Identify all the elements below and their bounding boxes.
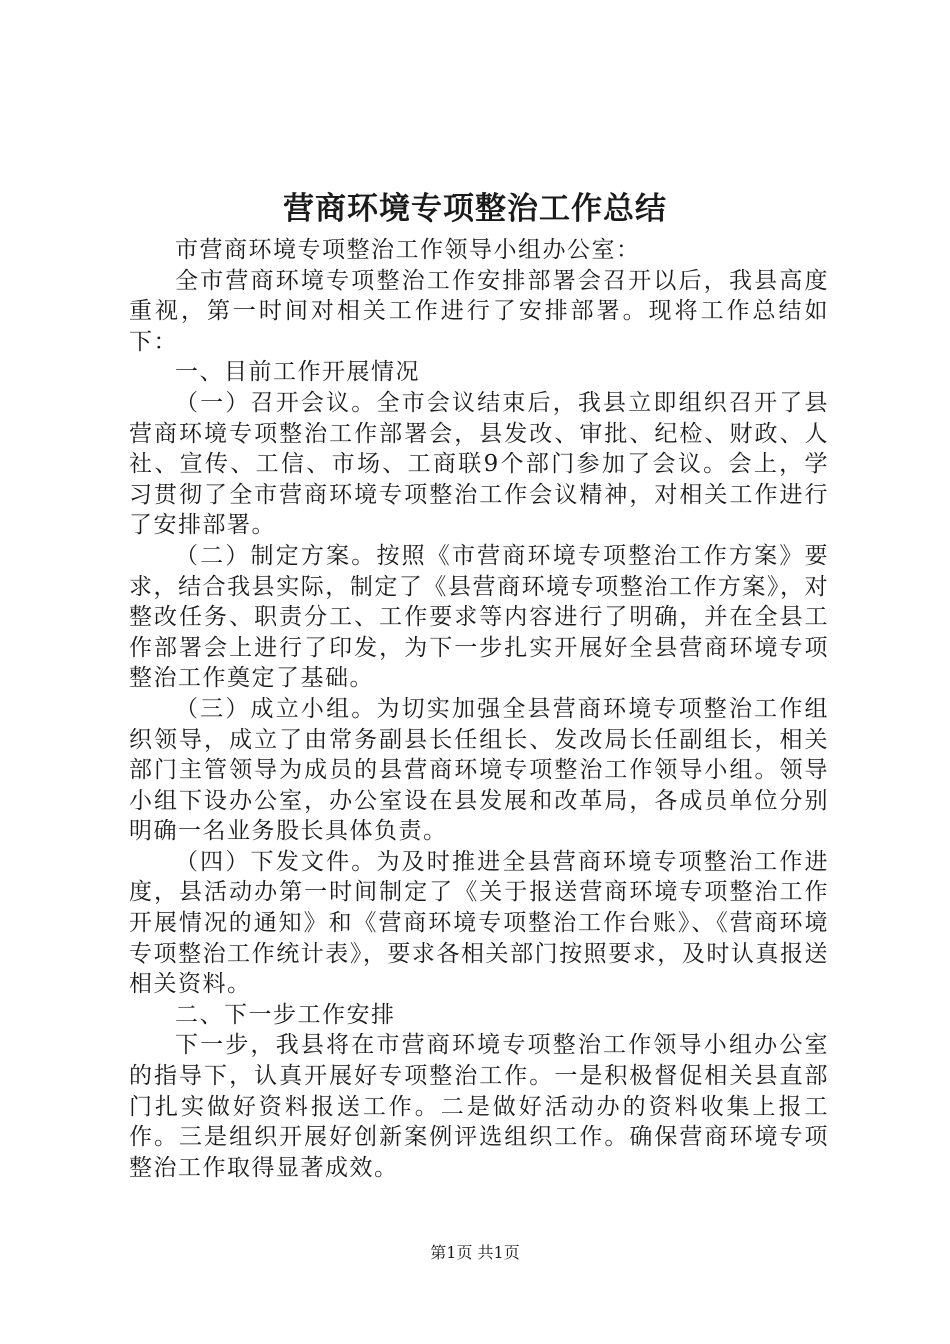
page-footer: 第1页 共1页 bbox=[430, 1243, 520, 1262]
paragraph-group: （三）成立小组。为切实加强全县营商环境专项整治工作组织领导，成立了由常务副县长任组长、发改局长任副组长，相关部门主管领导为成员的县营商环境专项整治工作领导小组。领导小组下设办公室，办公室设在县发展和改革局，各成员单位分别明确一名业务股长具体负责。 bbox=[129, 695, 829, 845]
paragraph-meeting: （一）召开会议。全市会议结束后，我县立即组织召开了县营商环境专项整治工作部署会，县发改、审批、纪检、财政、人社、宣传、工信、市场、工商联9个部门参加了会议。会上，学习贯彻了全市营商环境专项整治工作会议精神，对相关工作进行了安排部署。 bbox=[129, 389, 829, 539]
intro-paragraph: 全市营商环境专项整治工作安排部署会召开以后，我县高度重视，第一时间对相关工作进行了安排部署。现将工作总结如下： bbox=[129, 267, 829, 355]
paragraph-documents: （四）下发文件。为及时推进全县营商环境专项整治工作进度，县活动办第一时间制定了《关于报送营商环境专项整治工作开展情况的通知》和《营商环境专项整治工作台账》、《营商环境专项整治工作统计表》，要求各相关部门按照要求，及时认真报送相关资料。 bbox=[129, 848, 829, 998]
paragraph-next-steps: 下一步，我县将在市营商环境专项整治工作领导小组办公室的指导下，认真开展好专项整治工作。一是积极督促相关县直部门扎实做好资料报送工作。二是做好活动办的资料收集上报工作。三是组织开展好创新案例评选组织工作。确保营商环境专项整治工作取得显著成效。 bbox=[129, 1032, 829, 1181]
document-body bbox=[129, 235, 829, 1183]
section-heading-current-work: 一、目前工作开展情况 bbox=[175, 359, 420, 386]
section-heading-next-steps: 二、下一步工作安排 bbox=[175, 1001, 396, 1028]
document-title: 营商环境专项整治工作总结 bbox=[283, 191, 667, 227]
paragraph-plan: （二）制定方案。按照《市营商环境专项整治工作方案》要求，结合我县实际，制定了《县营商环境专项整治工作方案》，对整改任务、职责分工、工作要求等内容进行了明确，并在全县工作部署会上进行了印发，为下一步扎实开展好全县营商环境专项整治工作奠定了基础。 bbox=[129, 542, 829, 692]
addressee: 市营商环境专项整治工作领导小组办公室： bbox=[175, 237, 641, 263]
